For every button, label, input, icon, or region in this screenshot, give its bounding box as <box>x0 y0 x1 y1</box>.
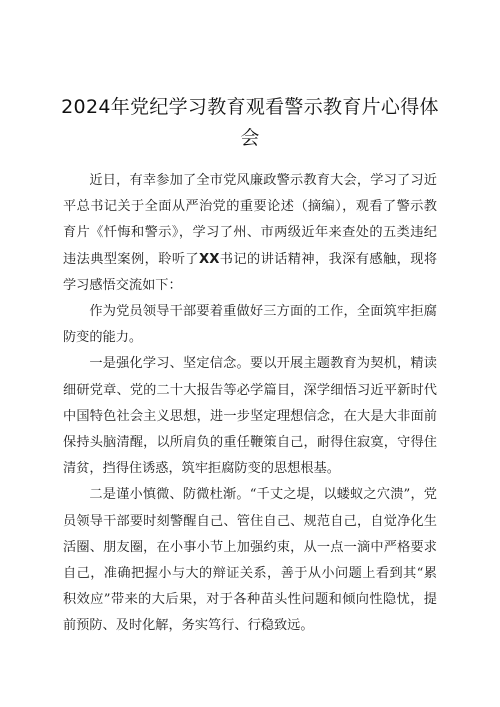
paragraph-point-two <box>63 482 437 639</box>
paragraph-text: 近日，有幸参加了全市党风廉政警示教育大会，学习了习近平总书记关于全面从严治党的重要论述（摘编），观看了警示教育片《忏悔和警示》，学习了州、市两级近年来查处的五类违纪违法典型案例，聆听了 <box>63 173 437 267</box>
paragraph-text: 作为党员领导干部要着重做好三方面的工作，全面筑牢拒腐防变的能力。 <box>63 304 437 346</box>
highlighted-name: XX <box>199 251 220 267</box>
paragraph-point-one <box>63 351 437 482</box>
document-title: 2024年党纪学习教育观看警示教育片心得体会 <box>61 96 439 149</box>
document-body <box>63 168 437 640</box>
paragraph-text: 一是强化学习、坚定信念。要以开展主题教育为契机，精读细研党章、党的二十大报告等必学篇目，深学细悟习近平新时代中国特色社会主义思想，进一步坚定理想信念，在大是大非面前保持头脑清醒，以所肩负的重任鞭策自己，耐得住寂寞，守得住清贫，挡得住诱惑，筑牢拒腐防变的思想根基。 <box>63 356 437 477</box>
paragraph-text: 书记的讲话精神，我深有感触，现将学习感悟交流如下： <box>63 251 438 293</box>
paragraph-intro <box>63 168 437 299</box>
paragraph-text: 二是谨小慎微、防微杜渐。“千丈之堤，以蝼蚁之穴溃”，党员领导干部要时刻警醒自己、管住自己、规范自己，自觉净化生活圈、朋友圈，在小事小节上加强约束，从一点一滴中严格要求自己，准确把握小与大的辩证关系，善于从小问题上看到其“累积效应”带来的大后果，对于各种苗头性问题和倾向性隐忧，提前预防、及时化解，务实笃行、行稳致远。 <box>63 487 437 634</box>
paragraph-overview <box>63 299 437 351</box>
